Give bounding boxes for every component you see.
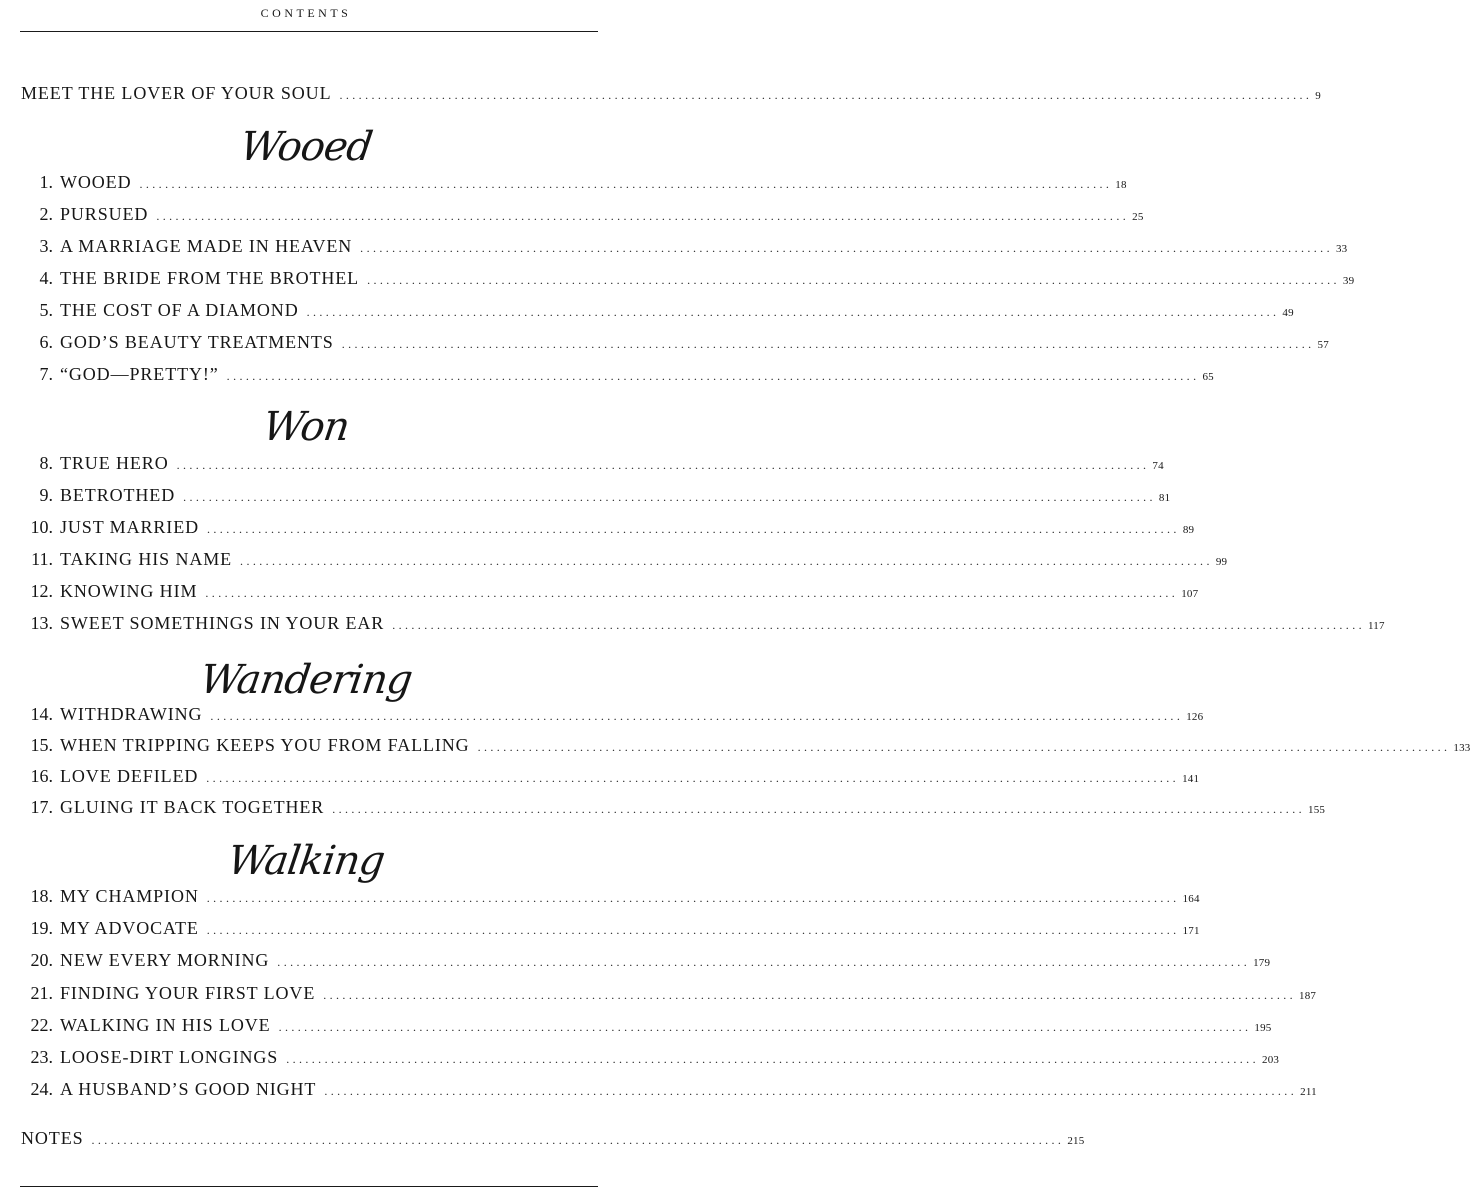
entry-page-number: 195 [1254, 1022, 1272, 1034]
toc-entry[interactable] [0, 449, 1164, 477]
entry-page-number: 25 [1132, 211, 1144, 223]
entry-page-number: 203 [1262, 1054, 1280, 1066]
toc-entry[interactable] [0, 793, 1326, 821]
entry-title: LOOSE-DIRT LONGINGS [60, 1047, 279, 1067]
chapter-number: 15. [30, 735, 53, 755]
chapter-number: 7. [39, 364, 53, 384]
toc-entry[interactable] [0, 1075, 1317, 1103]
dot-leader: ........................................................................................................................................................ [206, 891, 1180, 905]
dot-leader: ........................................................................................................................................................ [341, 337, 1315, 351]
chapter-number: 4. [39, 268, 53, 288]
dot-leader: ........................................................................................................................................................ [176, 458, 1150, 472]
toc-entry[interactable] [0, 1043, 1280, 1071]
entry-title: SWEET SOMETHINGS IN YOUR EAR [60, 613, 385, 633]
toc-entry[interactable] [0, 731, 1471, 759]
toc-entry[interactable] [0, 979, 1317, 1007]
entry-page-number: 155 [1308, 804, 1326, 816]
dot-leader: ........................................................................................................................................................ [156, 209, 1130, 223]
entry-page-number: 171 [1182, 925, 1200, 937]
section-title-wandering: Wandering [197, 657, 415, 703]
entry-page-number: 57 [1317, 339, 1329, 351]
entry-page-number: 65 [1202, 371, 1214, 383]
entry-page-number: 179 [1253, 957, 1271, 969]
entry-title: GLUING IT BACK TOGETHER [60, 797, 325, 817]
chapter-number: 5. [39, 300, 53, 320]
entry-page-number: 33 [1335, 243, 1348, 255]
section-title-wooed: Wooed [237, 124, 375, 170]
chapter-number: 19. [30, 918, 53, 938]
chapter-number: 10. [30, 517, 53, 537]
dot-leader: ........................................................................................................................................................ [210, 709, 1184, 723]
toc-entry[interactable] [0, 232, 1348, 260]
dot-leader: ........................................................................................................................................................ [323, 988, 1297, 1002]
chapter-number: 17. [30, 797, 53, 817]
entry-title: JUST MARRIED [60, 517, 199, 537]
chapter-number: 24. [30, 1079, 53, 1099]
chapter-number: 1. [39, 172, 53, 192]
entry-title: WALKING IN HIS LOVE [60, 1015, 271, 1035]
entry-page-number: 117 [1368, 620, 1385, 632]
toc-entry[interactable] [0, 1011, 1272, 1039]
dot-leader: ........................................................................................................................................................ [277, 955, 1251, 969]
chapter-number: 2. [39, 204, 53, 224]
dot-leader: ........................................................................................................................................................ [339, 88, 1313, 102]
page-header: CONTENTS [260, 6, 352, 20]
dot-leader: ........................................................................................................................................................ [183, 490, 1156, 504]
dot-leader: ........................................................................................................................................................ [206, 923, 1180, 937]
toc-entry[interactable] [0, 264, 1355, 292]
entry-title: PURSUED [60, 204, 149, 224]
entry-title: WITHDRAWING [60, 704, 203, 724]
entry-page-number: 99 [1215, 556, 1228, 568]
entry-title: LOVE DEFILED [60, 766, 199, 786]
toc-entry[interactable] [0, 946, 1271, 974]
entry-title: TAKING HIS NAME [60, 549, 233, 569]
toc-entry[interactable] [0, 609, 1385, 637]
entry-page-number: 141 [1182, 773, 1200, 785]
chapter-number: 13. [30, 613, 53, 633]
dot-leader: ........................................................................................................................................................ [139, 177, 1113, 191]
chapter-number: 9. [39, 485, 53, 505]
entry-title: GOD’S BEAUTY TREATMENTS [60, 332, 334, 352]
toc-entry[interactable] [0, 513, 1195, 541]
chapter-number: 16. [30, 766, 53, 786]
entry-page-number: 133 [1453, 742, 1471, 754]
entry-title: THE BRIDE FROM THE BROTHEL [60, 268, 360, 288]
entry-page-number: 18 [1115, 179, 1127, 191]
entry-title: A MARRIAGE MADE IN HEAVEN [60, 236, 353, 256]
toc-entry[interactable] [0, 200, 1144, 228]
top-rule [20, 31, 598, 32]
dot-leader: ........................................................................................................................................................ [367, 273, 1340, 287]
entry-title: TRUE HERO [60, 453, 169, 473]
toc-entry[interactable] [0, 914, 1200, 942]
entry-page-number: 89 [1182, 524, 1195, 536]
entry-page-number: 39 [1342, 275, 1355, 287]
entry-page-number: 74 [1152, 460, 1164, 472]
chapter-number: 11. [31, 549, 53, 569]
dot-leader: ........................................................................................................................................................ [206, 771, 1180, 785]
entry-page-number: 215 [1067, 1135, 1085, 1147]
entry-title: MEET THE LOVER OF YOUR SOUL [21, 83, 332, 103]
chapter-number: 14. [30, 704, 53, 724]
entry-title: NEW EVERY MORNING [60, 950, 270, 970]
chapter-number: 22. [30, 1015, 53, 1035]
toc-entry[interactable] [0, 296, 1294, 324]
toc-entry[interactable] [0, 360, 1214, 388]
entry-title: WOOED [60, 172, 132, 192]
chapter-number: 23. [30, 1047, 53, 1067]
dot-leader: ........................................................................................................................................................ [278, 1020, 1252, 1034]
toc-entry[interactable] [0, 577, 1199, 605]
entry-title: A HUSBAND’S GOOD NIGHT [60, 1079, 317, 1099]
dot-leader: ........................................................................................................................................................ [205, 586, 1179, 600]
entry-page-number: 81 [1158, 492, 1171, 504]
entry-title: FINDING YOUR FIRST LOVE [60, 983, 316, 1003]
bottom-rule [20, 1186, 598, 1187]
toc-entry[interactable] [0, 762, 1200, 790]
entry-page-number: 126 [1186, 711, 1204, 723]
section-title-walking: Walking [224, 838, 388, 884]
dot-leader: ........................................................................................................................................................ [207, 522, 1180, 536]
dot-leader: ........................................................................................................................................................ [226, 369, 1200, 383]
section-title-won: Won [260, 404, 352, 450]
entry-page-number: 164 [1182, 893, 1200, 905]
entry-title: MY ADVOCATE [60, 918, 199, 938]
entry-title: THE COST OF A DIAMOND [60, 300, 299, 320]
dot-leader: ........................................................................................................................................................ [477, 740, 1451, 754]
dot-leader: ........................................................................................................................................................ [360, 241, 1333, 255]
toc-entry[interactable] [0, 700, 1204, 728]
dot-leader: ........................................................................................................................................................ [332, 802, 1306, 816]
toc-entry[interactable] [0, 168, 1127, 196]
dot-leader: ........................................................................................................................................................ [91, 1133, 1065, 1147]
toc-entry[interactable] [0, 545, 1228, 573]
entry-title: MY CHAMPION [60, 886, 199, 906]
chapter-number: 6. [39, 332, 53, 352]
dot-leader: ........................................................................................................................................................ [324, 1084, 1298, 1098]
entry-title: “GOD—PRETTY!” [60, 364, 219, 384]
chapter-number: 21. [30, 983, 53, 1003]
entry-page-number: 107 [1181, 588, 1199, 600]
chapter-number: 20. [30, 950, 53, 970]
dot-leader: ........................................................................................................................................................ [392, 618, 1366, 632]
entry-page-number: 211 [1300, 1086, 1317, 1098]
chapter-number: 3. [39, 236, 53, 256]
entry-page-number: 9 [1315, 90, 1321, 102]
toc-entry[interactable] [0, 328, 1329, 356]
chapter-number: 12. [30, 581, 53, 601]
chapter-number: 18. [30, 886, 53, 906]
chapter-number: 8. [39, 453, 53, 473]
entry-page-number: 49 [1282, 307, 1294, 319]
toc-entry-front-matter[interactable] [0, 79, 1321, 107]
entry-title: WHEN TRIPPING KEEPS YOU FROM FALLING [60, 735, 470, 755]
entry-page-number: 187 [1299, 990, 1317, 1002]
dot-leader: ........................................................................................................................................................ [286, 1052, 1259, 1066]
toc-entry[interactable] [0, 481, 1171, 509]
entry-title: NOTES [21, 1128, 84, 1148]
dot-leader: ........................................................................................................................................................ [306, 305, 1280, 319]
entry-title: KNOWING HIM [60, 581, 198, 601]
toc-entry[interactable] [0, 882, 1200, 910]
toc-entry-notes[interactable] [0, 1124, 1085, 1152]
entry-title: BETROTHED [60, 485, 176, 505]
dot-leader: ........................................................................................................................................................ [240, 554, 1213, 568]
